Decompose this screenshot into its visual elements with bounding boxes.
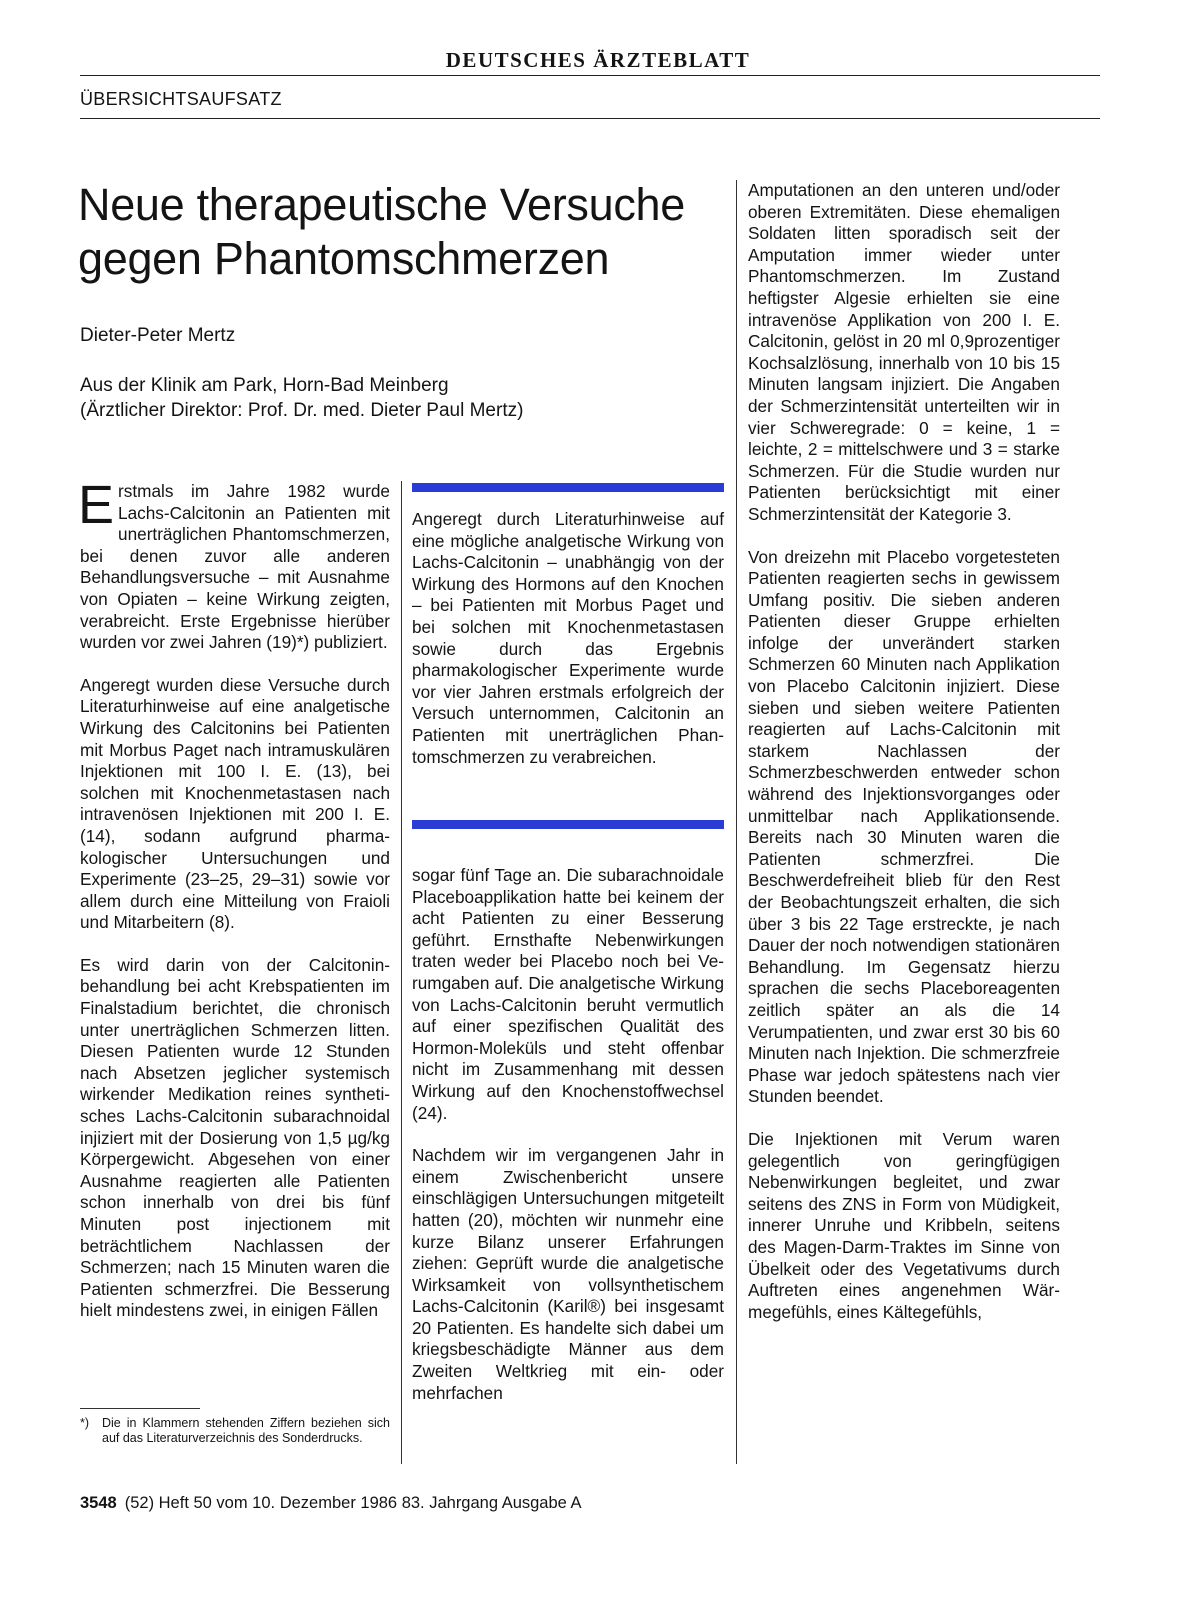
title-line-2: gegen Phantomschmerzen bbox=[78, 233, 610, 284]
highlight-box-text: Angeregt durch Literaturhinweise auf eine mögliche analgetische Wirkung von Lachs-Calcitonin – unabhängig von der Wirkung des Hormons auf den Knochen – bei Patienten mit Morbus Paget und bei solchen mit Knochenmetastasen sowie durch das Ergebnis pharmakologischer Experimente wurde vor vier Jahren erstmals erfolgreich der Versuch unternommen, Calcitonin an Patienten mit unerträglichen Phantomschmerzen zu verabreichen. bbox=[412, 509, 724, 767]
column-divider-1 bbox=[401, 481, 402, 1464]
column-1 bbox=[78, 475, 390, 1343]
footnote-mark: *) bbox=[80, 1416, 90, 1430]
affiliation-line-2: (Ärztlicher Direktor: Prof. Dr. med. Dieter Paul Mertz) bbox=[80, 400, 524, 421]
column-2 bbox=[412, 865, 724, 1425]
highlight-bar-top bbox=[412, 483, 724, 492]
paragraph-4: sogar fünf Tage an. Die subarachnoidale Placeboapplikation hatte bei keinem der acht Patienten zu einer Besserung geführt. Ernsthafte Nebenwirkungen traten weder bei Placebo noch bei Verumgaben auf. Die analgetische Wirkung von Lachs-Calcitonin beruht vermutlich auf einer spezifischen Qualität des Hormon-Moleküls und steht offenbar nicht im Zusammenhang mit dessen Wirkung auf den Knochenstoffwechsel (24). bbox=[412, 865, 724, 1123]
footnote-rule bbox=[80, 1408, 200, 1409]
section-label: ÜBERSICHTSAUFSATZ bbox=[80, 89, 282, 109]
page-number: 3548 bbox=[80, 1494, 117, 1512]
drop-cap: E bbox=[78, 475, 115, 535]
title-line-1: Neue therapeutische Versuche bbox=[78, 179, 686, 230]
column-divider-2 bbox=[736, 180, 737, 1464]
paragraph-8: Die Injektionen mit Verum waren gelegentlich von geringfügigen Nebenwirkungen begleitet, und zwar seitens des ZNS in Form von Müdigkeit, innerer Unruhe und Kribbeln, seitens des Magen-Darm-Traktes im Sinne von Übelkeit oder des Vegetativums durch Auftreten eines angenehmen Wärmegefühls, eines Kältegefühls, bbox=[748, 1128, 1060, 1322]
footnote-text: Die in Klammern stehenden Ziffern beziehen sich auf das Literaturverzeichnis des Sonderdrucks. bbox=[102, 1416, 390, 1445]
page-footer bbox=[80, 1494, 582, 1513]
author: Dieter-Peter Mertz bbox=[80, 325, 236, 346]
affiliation-line-1: Aus der Klinik am Park, Horn-Bad Meinberg bbox=[80, 375, 449, 396]
paragraph-7: Von dreizehn mit Placebo vorgetesteten Patienten reagierten sechs in gewissem Umfang positiv. Die sieben anderen Patienten dieser Gruppe erhielten infolge der unverändert starken Schmerzen 60 Minuten nach Applikation von Placebo Calcitonin injiziert. Diese sieben und sieben weitere Patienten reagierten auf Lachs-Calcitonin mit starkem Nachlassen der Schmerzbeschwerden entweder schon während des Injektionsvorganges oder unmittelbar nach Applikationsende. Bereits nach 30 Minuten waren die Patienten schmerzfrei. Die Beschwerdefreiheit blieb für den Rest der Beobachtungszeit erhalten, die sich über 3 bis 22 Tage erstreckte, je nach Dauer der noch notwendigen stationären Behandlung. Im Gegensatz hierzu sprachen die sechs Placeboreagenten zeitlich später an als die 14 Verumpatienten, und zwar erst 30 bis 60 Minuten nach Injektion. Die schmerzfreie Phase war jedoch spätestens nach vier Stunden beendet. bbox=[748, 546, 1060, 1107]
paragraph-3: Es wird darin von der Calcitoninbehandlung bei acht Krebspatienten im Finalstadium berichtet, die chronisch unter unerträglichen Schmerzen litten. Diesen Patienten wurde 12 Stunden nach Absetzen jeglicher systemisch wirkender Medikation reines synthetisches Lachs-Calcitonin subarachnoidal injiziert mit der Dosierung von 1,5 µg/kg Körpergewicht. Abgesehen von einer Ausnahme reagierten alle Patienten schon innerhalb von drei bis fünf Minuten post injectionem mit beträchtlichem Nachlassen der Schmerzen; nach 15 Minuten waren die Patienten schmerzfrei. Die Besserung hielt mindestens zwei, in einigen Fällen bbox=[80, 954, 390, 1321]
paragraph-5: Nachdem wir im vergangenen Jahr in einem Zwischenbericht unsere einschlägigen Untersuchungen mitgeteilt hatten (20), möchten wir nunmehr eine kurze Bilanz unserer Erfahrungen ziehen: Geprüft wurde die analgetische Wirksamkeit von vollsynthetischem Lachs-Calcitonin (Karil®) bei insgesamt 20 Patienten. Es handelte sich dabei um kriegsbeschädigte Männer aus dem Zweiten Weltkrieg mit ein- oder mehrfachen bbox=[412, 1145, 724, 1403]
paragraph-2: Angeregt wurden diese Versuche durch Literaturhinweise auf eine analgetische Wirkung des Calcitonins bei Patienten mit Morbus Paget nach intramuskulären Injektionen mit 100 I. E. (13), bei solchen mit Knochenmetastasen nach intravenösen Injektionen mit 200 I. E. (14), sodann aufgrund pharmakologischer Untersuchungen und Experimente (23–25, 29–31) sowie vor allem durch eine Mitteilung von Fraioli und Mitarbeitern (8). bbox=[80, 674, 390, 933]
paragraph-1-text: rstmals im Jahre 1982 wurde Lachs-Calcitonin an Patienten mit unerträglichen Phantomschmerzen, bei denen zuvor alle anderen Behandlungsversuche – mit Ausnahme von Opiaten – keine Wirkung zeigten, verabreicht. Erste Ergebnisse hierüber wurden vor zwei Jahren (19)*) publiziert. bbox=[80, 481, 390, 653]
paragraph-1 bbox=[78, 475, 390, 654]
issue-info: (52) Heft 50 vom 10. Dezember 1986 83. Jahrgang Ausgabe A bbox=[124, 1494, 582, 1512]
affiliation bbox=[80, 373, 730, 423]
journal-masthead: DEUTSCHES ÄRZTEBLATT bbox=[445, 48, 751, 72]
column-3 bbox=[748, 180, 1060, 1344]
section-rule bbox=[80, 118, 1100, 119]
highlight-bar-bottom bbox=[412, 820, 724, 829]
article-title bbox=[78, 178, 728, 286]
paragraph-6: Amputationen an den unteren und/oder oberen Extremitäten. Diese ehemaligen Soldaten litten sporadisch seit der Amputation immer wieder unter Phantomschmerzen. Im Zustand heftigster Algesie erhielten sie eine intravenöse Applikation von 200 I. E. Calcitonin, gelöst in 20 ml 0,9prozentiger Kochsalzlösung, innerhalb von 10 bis 15 Minuten langsam injiziert. Die Angaben der Schmerzintensität unterteilten wir in vier Schweregrade: 0 = keine, 1 = leichte, 2 = mittelschwere und 3 = starke Schmerzen. Für die Studie wurden nur Patienten berücksichtigt mit einer Schmerzintensität der Kategorie 3. bbox=[748, 180, 1060, 524]
footnote bbox=[80, 1416, 390, 1446]
header-rule bbox=[80, 75, 1100, 76]
